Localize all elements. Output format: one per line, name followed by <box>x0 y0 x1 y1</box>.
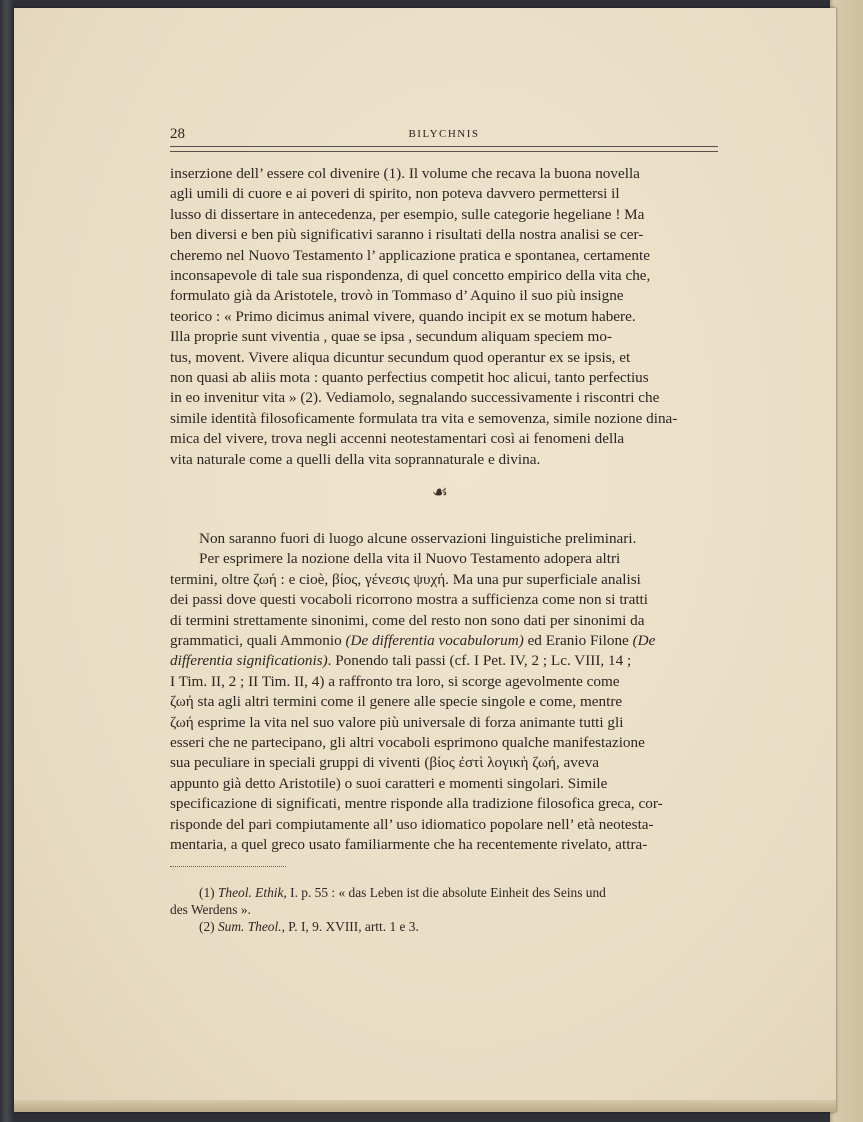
text-line: lusso di dissertare in antecedenza, per esempio, sulle categorie hegeliane ! Ma <box>170 205 645 223</box>
citation-title: (De differentia vocabulorum) <box>345 632 524 650</box>
text-line: cheremo nel Nuovo Testamento l’ applicazione pratica e spontanea, certamente <box>170 246 650 264</box>
text-line: Illa proprie sunt viventia , quae se ipsa , secundum aliquam speciem mo- <box>170 328 613 346</box>
footnote-marker: (2) <box>199 919 218 935</box>
text-line: teorico : « Primo dicimus animal vivere, quando incipit ex se motum habere. <box>170 307 636 325</box>
text-line: non quasi ab aliis mota : quanto perfectius competit hoc alicui, tanto perfectius <box>170 369 649 387</box>
text-line: specificazione di significati, mentre risponde alla tradizione filosofica greca, cor- <box>170 795 663 813</box>
footnote-text: P. I, 9. XVIII, artt. 1 e 3. <box>284 919 419 935</box>
footnotes <box>170 884 718 936</box>
text-line: inserzione dell’ essere col divenire (1). Il volume che recava la buona novella <box>170 165 640 182</box>
text-line: simile identità filosoficamente formulata tra vita e semovenza, simile nozione dina- <box>170 409 678 427</box>
footnote-2 <box>170 918 718 935</box>
citation-title: differentia significationis) <box>170 652 328 670</box>
text-line: formulato già da Aristotele, trovò in Tommaso d’ Aquino il suo più insigne <box>170 287 624 305</box>
text-line: I Tim. II, 2 ; II Tim. II, 4) a raffronto tra loro, si scorge agevolmente come <box>170 672 620 690</box>
fleuron-ornament-icon: ☙ <box>431 482 449 503</box>
running-head <box>170 126 718 146</box>
text-block-continuation <box>170 164 718 470</box>
text-line: Per esprimere la nozione della vita il Nuovo Testamento adopera altri <box>199 550 621 568</box>
text-line: ζωή sta agli altri termini come il genere alle specie singole e come, mentre <box>170 693 623 711</box>
journal-title: BILYCHNIS <box>408 128 480 140</box>
page-number: 28 <box>170 126 185 142</box>
footnote-1 <box>170 884 718 901</box>
text-line: risponde del pari compiutamente all’ uso idiomatico popolare nell’ età neotesta- <box>170 815 654 833</box>
text-line: mica del vivere, trova negli accenni neotestamentari così ai fenomeni della <box>170 430 625 448</box>
text-line <box>170 651 718 671</box>
header-double-rule <box>170 146 718 152</box>
text-line: ζωή esprime la vita nel suo valore più universale di forza animante tutti gli <box>170 713 624 731</box>
citation-title: (De <box>632 632 656 650</box>
text-line: ben diversi e ben più significativi saranno i risultati della nostra analisi se cer- <box>170 226 644 244</box>
text-line: appunto già detto Aristotile) o suoi caratteri e momenti singolari. Simile <box>170 774 608 792</box>
text-line: esseri che ne partecipano, gli altri vocaboli esprimono qualche manifestazione <box>170 734 645 752</box>
footnote-work-title: Theol. Ethik, <box>217 885 287 900</box>
text-line: termini, oltre ζωή : e cioè, βίος, γένεσις ψυχή. Ma una pur superficiale analisi <box>170 570 641 588</box>
text-run: . Ponendo tali passi (cf. I Pet. IV, 2 ; Lc. VIII, 14 ; <box>327 652 632 670</box>
text-line: tus, movent. Vivere aliqua dicuntur secundum quod operantur ex se ipsis, et <box>170 348 631 366</box>
text-block-linguistic-observations <box>170 529 718 856</box>
text-line: agli umili di cuore e ai poveri di spirito, non poteva davvero permettersi il <box>170 185 620 203</box>
text-line: di termini strettamente sinonimi, come del resto non sono dati per sinonimi da <box>170 611 645 629</box>
text-run: ed Eranio Filone <box>523 632 633 650</box>
footnote-marker: (1) <box>199 885 218 900</box>
text-line: sua peculiare in speciali gruppi di viventi (βίος ἐστὶ λογικὴ ζωή, aveva <box>170 754 599 772</box>
text-line: vita naturale come a quelli della vita soprannaturale e divina. <box>170 450 541 468</box>
footnote-1-continuation: des Werdens ». <box>170 902 251 918</box>
text-line: dei passi dove questi vocaboli ricorrono mostra a sufficienza come non si tratti <box>170 591 648 609</box>
footnote-work-title: Sum. Theol., <box>217 919 285 935</box>
text-line <box>170 631 718 651</box>
text-line: mentaria, a quel greco usato familiarmente che ha recentemente rivelato, attra- <box>170 836 648 854</box>
text-line: in eo invenitur vita » (2). Vediamolo, segnalando successivamente i riscontri che <box>170 389 660 407</box>
page-bottom-edge <box>14 1100 836 1112</box>
text-line: inconsapevole di tale sua rispondenza, di quel concetto empirico della vita che, <box>170 267 651 285</box>
text-line: Non saranno fuori di luogo alcune osservazioni linguistiche preliminari. <box>199 530 637 547</box>
text-run: grammatici, quali Ammonio <box>170 632 346 650</box>
footnote-separator <box>170 866 286 867</box>
footnote-text: I. p. 55 : « das Leben ist die absolute Einheit des Seins und <box>286 885 606 900</box>
